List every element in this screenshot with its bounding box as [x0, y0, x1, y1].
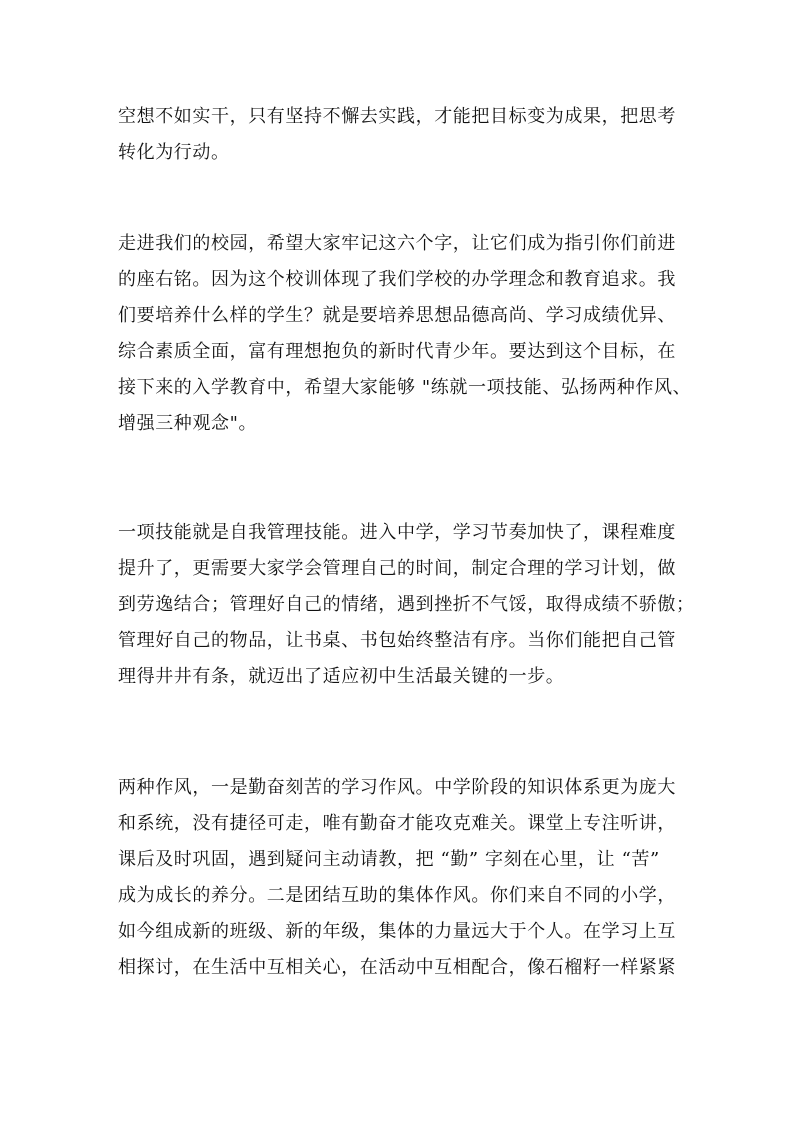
text-line: 的座右铭。因为这个校训体现了我们学校的办学理念和教育追求。我	[118, 269, 676, 290]
text-line: 相探讨，在生活中互相关心，在活动中互相配合，像石榴籽一样紧紧	[118, 957, 676, 978]
paragraph-self-management	[118, 515, 695, 695]
text-line: 成为成长的养分。二是团结互助的集体作风。你们来自不同的小学，	[118, 885, 676, 906]
text-line: 空想不如实干，只有坚持不懈去实践，才能把目标变为成果，把思考	[118, 106, 676, 127]
text-line: 综合素质全面，富有理想抱负的新时代青少年。要达到这个目标，在	[118, 341, 676, 362]
text-line: 一项技能就是自我管理技能。进入中学，学习节奏加快了，课程难度	[118, 522, 676, 543]
text-line: 增强三种观念"。	[118, 413, 258, 434]
text-line: 接下来的入学教育中，希望大家能够 "练就一项技能、弘扬两种作风、	[118, 377, 692, 398]
text-line: 课后及时巩固，遇到疑问主动请教，把 “勤” 字刻在心里，让 “苦”	[118, 849, 660, 870]
paragraph-two-styles	[118, 770, 678, 986]
text-line: 和系统，没有捷径可走，唯有勤奋才能攻克难关。课堂上专注听讲，	[118, 813, 676, 834]
text-line: 提升了，更需要大家学会管理自己的时间，制定合理的学习计划，做	[118, 558, 676, 579]
text-line: 转化为行动。	[118, 142, 230, 163]
text-line: 两种作风，一是勤奋刻苦的学习作风。中学阶段的知识体系更为庞大	[118, 777, 676, 798]
text-line: 们要培养什么样的学生？就是要培养思想品德高尚、学习成绩优异、	[118, 305, 676, 326]
text-line: 走进我们的校园，希望大家牢记这六个字，让它们成为指引你们前进	[118, 233, 676, 254]
text-line: 如今组成新的班级、新的年级，集体的力量远大于个人。在学习上互	[118, 921, 676, 942]
text-line: 理得井井有条，就迈出了适应初中生活最关键的一步。	[118, 666, 565, 687]
paragraph-practice	[118, 99, 678, 171]
paragraph-school-motto	[118, 226, 692, 442]
text-line: 到劳逸结合；管理好自己的情绪，遇到挫折不气馁，取得成绩不骄傲；	[118, 594, 695, 615]
text-line: 管理好自己的物品，让书桌、书包始终整洁有序。当你们能把自己管	[118, 630, 676, 651]
